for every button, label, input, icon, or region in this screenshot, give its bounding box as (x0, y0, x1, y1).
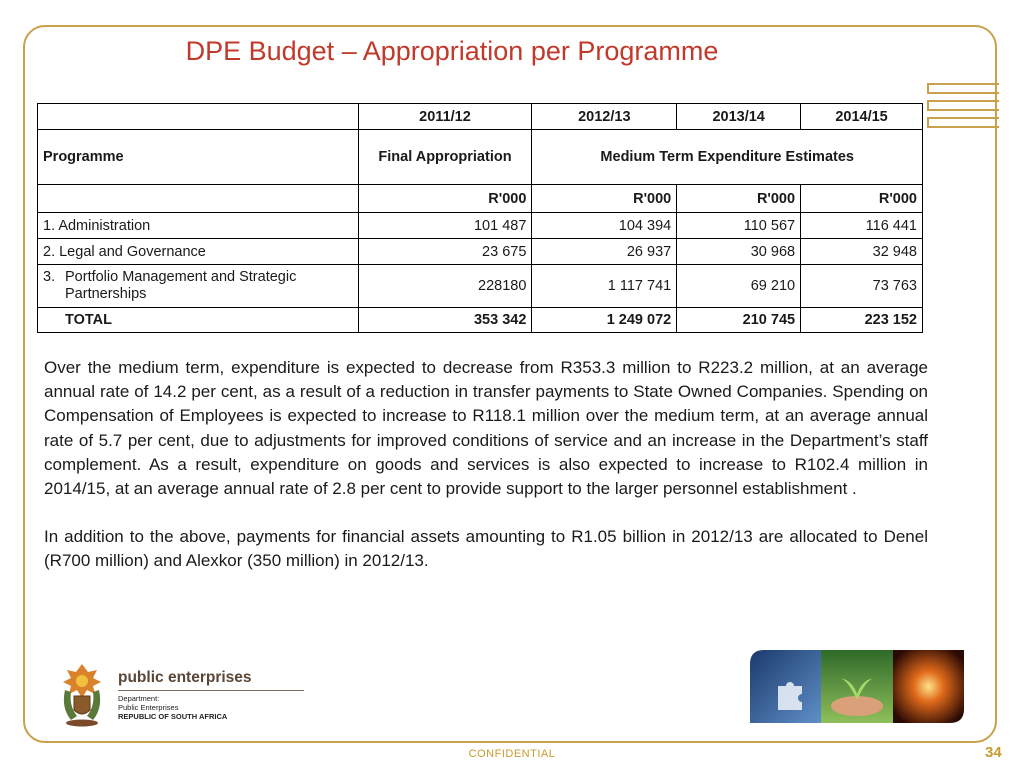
value-cell: 32 948 (801, 239, 923, 265)
decorative-photos (750, 650, 964, 723)
paragraph-1: Over the medium term, expenditure is expected to decrease from R353.3 million to R223.2 million, at an average annual rate of 14.2 per cent, as a result of a reduction in transfer payments to State Owned Companies. Spending on Compensation of Employees is expected to increase to R118.1 million over the medium term, at an average annual rate of 5.7 per cent, due to adjustments for improved conditions of service and an increase in the Department’s staff complement. As a result, expenditure on goods and services is also expected to increase to R102.4 million in 2014/15, at an average annual rate of 2.8 per cent to provide support to the larger personnel establishment . (44, 358, 928, 499)
programme-label: Portfolio Management and Strategic Partnerships (65, 269, 297, 302)
table-row (38, 265, 923, 308)
programme-label: 2. Legal and Governance (38, 239, 359, 265)
table-row (38, 239, 923, 265)
energy-burst-photo (893, 650, 964, 723)
value-cell: 110 567 (677, 213, 801, 239)
unit-cell: R'000 (677, 185, 801, 213)
logo-line: Public Enterprises (118, 703, 179, 712)
total-value: 353 342 (358, 308, 532, 333)
table-row (38, 213, 923, 239)
value-cell: 26 937 (532, 239, 677, 265)
year-header-2011-12: 2011/12 (358, 104, 532, 130)
value-cell: 1 117 741 (532, 265, 677, 308)
paragraph-2: In addition to the above, payments for financial assets amounting to R1.05 billion in 2012/13 are allocated to Denel (R700 million) and Alexkor (350 million) in 2012/13. (44, 527, 928, 571)
value-cell: 23 675 (358, 239, 532, 265)
value-cell: 104 394 (532, 213, 677, 239)
page-number: 34 (985, 744, 1002, 761)
unit-row (38, 185, 923, 213)
total-value: 210 745 (677, 308, 801, 333)
unit-empty-cell (38, 185, 359, 213)
unit-cell: R'000 (532, 185, 677, 213)
footer-confidential: CONFIDENTIAL (468, 748, 556, 760)
programme-label: 1. Administration (38, 213, 359, 239)
year-header-2014-15: 2014/15 (801, 104, 923, 130)
unit-cell: R'000 (358, 185, 532, 213)
logo-name: public enterprises (118, 669, 252, 686)
value-cell: 228180 (358, 265, 532, 308)
logo-line: REPUBLIC OF SOUTH AFRICA (118, 712, 228, 721)
coat-of-arms-icon (57, 660, 107, 728)
budget-table (37, 103, 923, 333)
programme-header: Programme (38, 130, 359, 185)
programme-label-cell (38, 265, 359, 308)
table-subheader-row (38, 130, 923, 185)
table-header-row (38, 104, 923, 130)
programme-number: 3. (43, 269, 56, 285)
value-cell: 30 968 (677, 239, 801, 265)
mtef-header: Medium Term Expenditure Estimates (532, 130, 923, 185)
final-appropriation-header: Final Appropriation (358, 130, 532, 185)
total-value: 1 249 072 (532, 308, 677, 333)
decorative-bar (927, 83, 999, 94)
total-row (38, 308, 923, 333)
value-cell: 69 210 (677, 265, 801, 308)
slide-title: DPE Budget – Appropriation per Programme (185, 36, 719, 66)
body-text (44, 356, 928, 598)
department-logo (57, 660, 257, 728)
total-value: 223 152 (801, 308, 923, 333)
value-cell: 116 441 (801, 213, 923, 239)
total-label: TOTAL (38, 308, 359, 333)
year-header-2013-14: 2013/14 (677, 104, 801, 130)
value-cell: 101 487 (358, 213, 532, 239)
logo-line: Department: (118, 694, 160, 703)
unit-cell: R'000 (801, 185, 923, 213)
logo-divider (118, 690, 304, 691)
table-header-empty (38, 104, 359, 130)
year-header-2012-13: 2012/13 (532, 104, 677, 130)
decorative-bar (927, 117, 999, 128)
decorative-bar (927, 100, 999, 111)
value-cell: 73 763 (801, 265, 923, 308)
